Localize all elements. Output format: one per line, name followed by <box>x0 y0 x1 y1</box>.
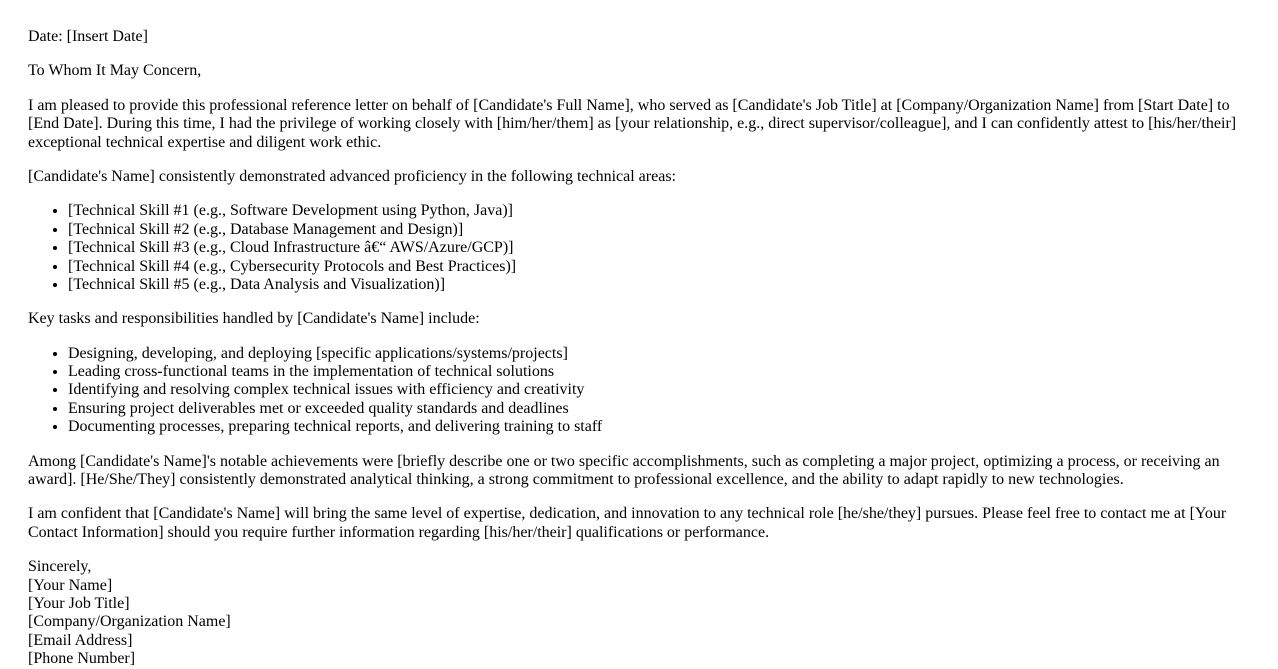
task-item: • Documenting processes, preparing technical reports, and delivering training to staff <box>68 418 1250 436</box>
closing-name: [Your Name] <box>28 576 113 594</box>
closing-company: [Company/Organization Name] <box>28 613 231 631</box>
salutation: To Whom It May Concern, <box>28 62 202 80</box>
task-item: • Designing, developing, and deploying [specific applications/systems/projects] <box>68 345 1250 363</box>
tasks-list <box>28 345 1250 437</box>
closing-block <box>28 558 1250 668</box>
skill-item: • [Technical Skill #2 (e.g., Database Management and Design)] <box>68 221 1250 239</box>
closing-job-title: [Your Job Title] <box>28 594 130 612</box>
tasks-intro: Key tasks and responsibilities handled by [Candidate's Name] include: <box>28 310 480 328</box>
skills-list <box>28 202 1250 294</box>
task-item: • Leading cross-functional teams in the implementation of technical solutions <box>68 363 1250 381</box>
skill-item: • [Technical Skill #4 (e.g., Cybersecurity Protocols and Best Practices)] <box>68 258 1250 276</box>
intro-paragraph: I am pleased to provide this professional reference letter on behalf of [Candidate's Full Name], who served as [Candidate's Job Title] at [Company/Organization Name] from [Start Date] to [End Date]. During this time, I had the privilege of working closely with [him/her/them] as [your relationship, e.g., direct supervisor/colleague], and I can confidently attest to [his/her/their] exceptional technical expertise and diligent work ethic. <box>28 96 1237 151</box>
task-item: • Identifying and resolving complex technical issues with efficiency and creativity <box>68 381 1250 399</box>
skills-intro: [Candidate's Name] consistently demonstrated advanced proficiency in the following technical areas: <box>28 167 676 185</box>
date-line: Date: [Insert Date] <box>28 28 148 45</box>
closing-phone: [Phone Number] <box>28 650 136 668</box>
skill-item: • [Technical Skill #3 (e.g., Cloud Infrastructure â€“ AWS/Azure/GCP)] <box>68 239 1250 257</box>
task-item: • Ensuring project deliverables met or exceeded quality standards and deadlines <box>68 400 1250 418</box>
achievements-paragraph: Among [Candidate's Name]'s notable achievements were [briefly describe one or two specific accomplishments, such as completing a major project, optimizing a process, or receiving an award]. [He/She/They] consistently demonstrated analytical thinking, a strong commitment to professional excellence, and the ability to adapt rapidly to new technologies. <box>28 452 1220 489</box>
skill-item: • [Technical Skill #1 (e.g., Software Development using Python, Java)] <box>68 202 1250 220</box>
skill-item: • [Technical Skill #5 (e.g., Data Analysis and Visualization)] <box>68 276 1250 294</box>
closing-email: [Email Address] <box>28 631 133 649</box>
signoff: Sincerely, <box>28 558 92 576</box>
confidence-paragraph: I am confident that [Candidate's Name] will bring the same level of expertise, dedication, and innovation to any technical role [he/she/they] pursues. Please feel free to contact me at [Your Contact Information] should you require further information regarding [his/her/their] qualifications or performance. <box>28 505 1227 541</box>
